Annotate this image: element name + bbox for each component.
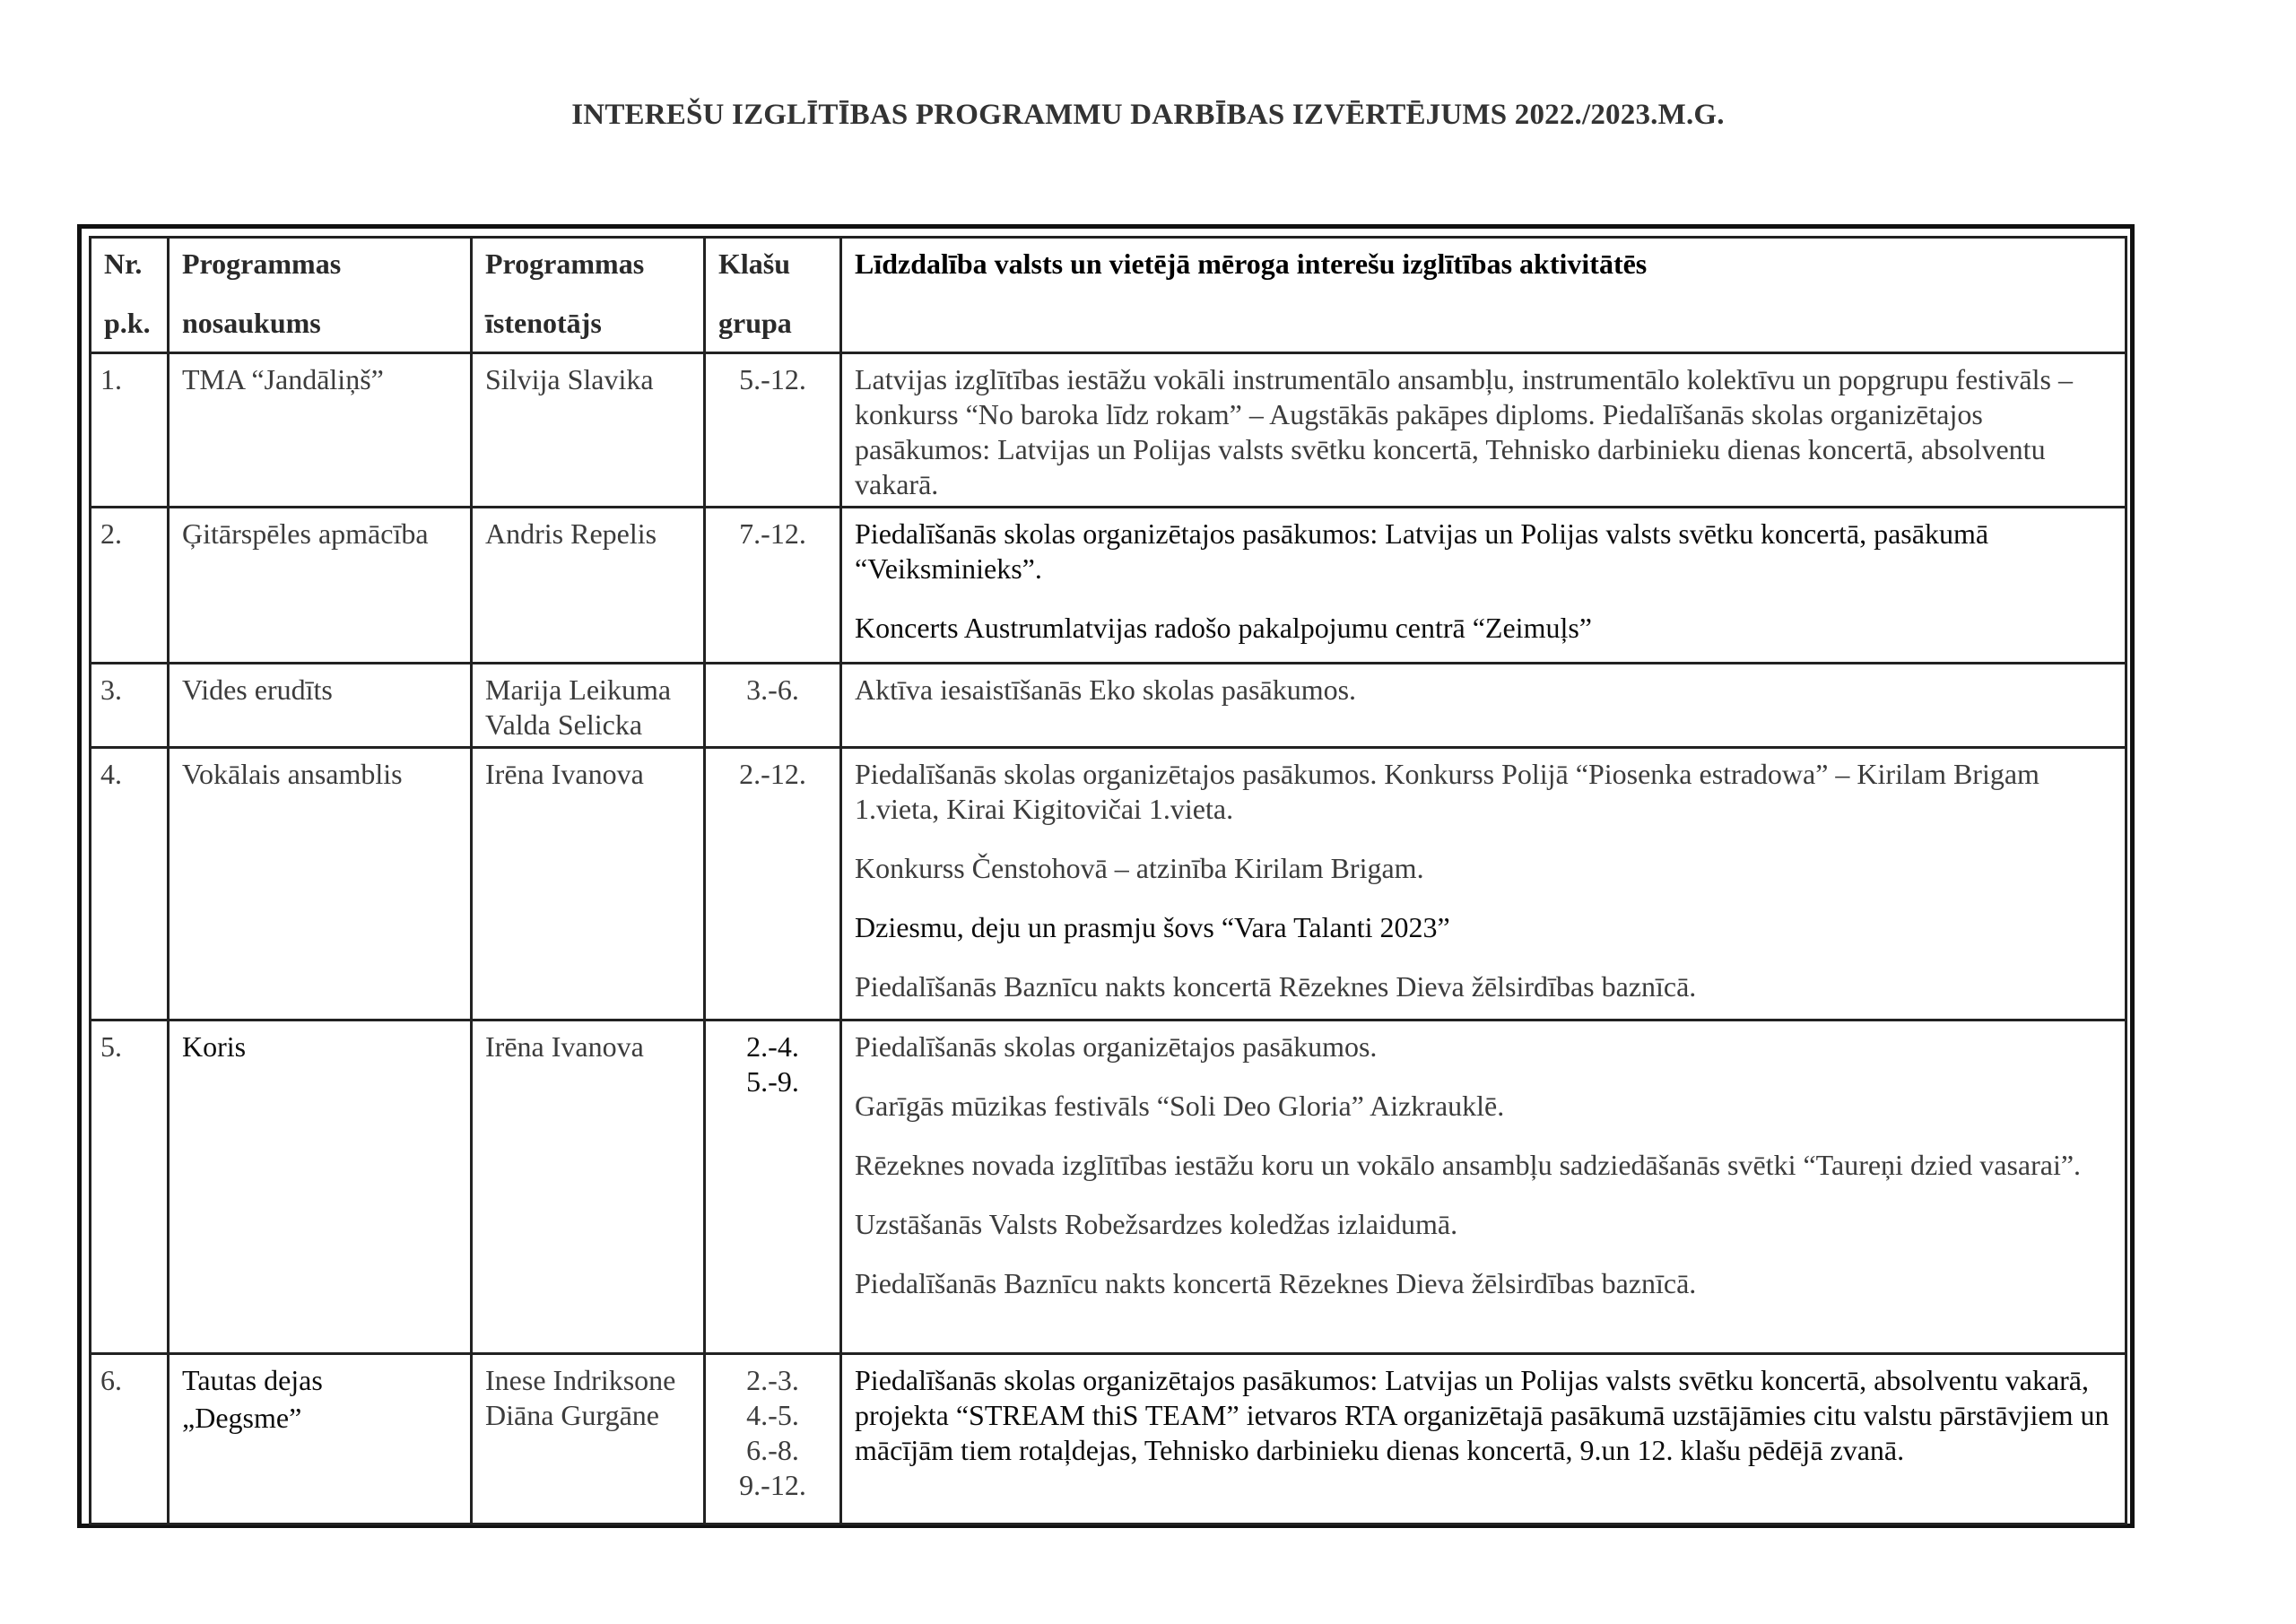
activity-text: Piedalīšanās skolas organizētajos pasākumos. — [855, 1030, 1378, 1063]
header-activities: Līdzdalība valsts un vietējā mēroga interešu izglītības aktivitātēs — [841, 238, 2126, 353]
class-group: 5.-12. — [705, 353, 841, 508]
program-name: Vides erudīts — [169, 664, 472, 748]
programs-table — [89, 236, 2127, 1525]
row-number: 3. — [91, 664, 169, 748]
activity-text: Piedalīšanās Baznīcu nakts koncertā Rēzeknes Dieva žēlsirdības baznīcā. — [855, 970, 1697, 1003]
activity-text: Garīgās mūzikas festivāls “Soli Deo Gloria” Aizkrauklē. — [855, 1090, 1505, 1122]
program-name: Vokālais ansamblis — [169, 748, 472, 1020]
activities-cell — [841, 508, 2126, 664]
class-group: 2.-3. 4.-5. 6.-8. 9.-12. — [705, 1354, 841, 1524]
activity-text: Piedalīšanās skolas organizētajos pasākumos. Konkurss Polijā “Piosenka estradowa” – Kirilam Brigam 1.vieta, Kirai Kigitovičai 1.vieta. — [855, 758, 2039, 825]
table-row — [91, 353, 2126, 508]
class-group: 2.-12. — [705, 748, 841, 1020]
activity-text: Rēzeknes novada izglītības iestāžu koru un vokālo ansambļu sadziedāšanās svētki “Taureņi dzied vasarai”. — [855, 1149, 2082, 1181]
activities-cell — [841, 353, 2126, 508]
activities-cell — [841, 664, 2126, 748]
program-teacher: Marija Leikuma Valda Selicka — [472, 664, 705, 748]
table-row — [91, 664, 2126, 748]
program-name: Tautas dejas „Degsme” — [169, 1354, 472, 1524]
activity-text: Piedalīšanās skolas organizētajos pasākumos: Latvijas un Polijas valsts svētku koncertā, pasākumā “Veiksminieks”. — [855, 517, 1989, 585]
activity-text: Dziesmu, deju un prasmju šovs “Vara Talanti 2023” — [855, 911, 1450, 943]
page-title: INTEREŠU IZGLĪTĪBAS PROGRAMMU DARBĪBAS IZVĒRTĒJUMS 2022./2023.M.G. — [571, 99, 1725, 131]
program-name: Koris — [169, 1020, 472, 1354]
row-number: 6. — [91, 1354, 169, 1524]
activities-cell — [841, 1354, 2126, 1524]
table-row — [91, 1354, 2126, 1524]
table-row — [91, 508, 2126, 664]
row-number: 4. — [91, 748, 169, 1020]
program-teacher: Inese Indriksone Diāna Gurgāne — [472, 1354, 705, 1524]
class-group: 2.-4. 5.-9. — [705, 1020, 841, 1354]
program-teacher: Andris Repelis — [472, 508, 705, 664]
activities-cell — [841, 748, 2126, 1020]
activity-text: Latvijas izglītības iestāžu vokāli instrumentālo ansambļu, instrumentālo kolektīvu un popgrupu festivāls – konkurss “No baroka līdz rokam” – Augstākās pakāpes diploms. Piedalīšanās skolas organizētajos pasākumos: Latvijas un Polijas valsts svētku koncertā, Tehnisko darbinieku dienas koncertā, absolventu vakarā. — [855, 363, 2073, 500]
header-row — [91, 238, 2126, 353]
program-name: Ģitārspēles apmācība — [169, 508, 472, 664]
header-class-group: Klašu grupa — [705, 238, 841, 353]
activity-text: Aktīva iesaistīšanās Eko skolas pasākumos. — [855, 673, 1357, 706]
table-row — [91, 1020, 2126, 1354]
class-group: 3.-6. — [705, 664, 841, 748]
program-name: TMA “Jandāliņš” — [169, 353, 472, 508]
header-program-teacher: Programmas īstenotājs — [472, 238, 705, 353]
header-nr: Nr. p.k. — [91, 238, 169, 353]
row-number: 2. — [91, 508, 169, 664]
activities-cell — [841, 1020, 2126, 1354]
header-program-name: Programmas nosaukums — [169, 238, 472, 353]
activity-text: Uzstāšanās Valsts Robežsardzes koledžas izlaidumā. — [855, 1208, 1458, 1240]
class-group: 7.-12. — [705, 508, 841, 664]
program-teacher: Irēna Ivanova — [472, 748, 705, 1020]
activity-text: Konkurss Čenstohovā – atzinība Kirilam Brigam. — [855, 852, 1424, 884]
activity-text: Piedalīšanās skolas organizētajos pasākumos: Latvijas un Polijas valsts svētku koncertā, absolventu vakarā, projekta “STREAM thiS TEAM” ietvaros RTA organizētajā pasākumā uzstājāmies citu valstu pārstāvjiem un mācījām tiem rotaļdejas, Tehnisko darbinieku dienas koncertā, 9.un 12. klašu pēdējā zvanā. — [855, 1364, 2109, 1466]
activity-text: Piedalīšanās Baznīcu nakts koncertā Rēzeknes Dieva žēlsirdības baznīcā. — [855, 1267, 1697, 1299]
row-number: 1. — [91, 353, 169, 508]
activity-text: Koncerts Austrumlatvijas radošo pakalpojumu centrā “Zeimuļs” — [855, 612, 1592, 644]
table-row — [91, 748, 2126, 1020]
program-teacher: Irēna Ivanova — [472, 1020, 705, 1354]
row-number: 5. — [91, 1020, 169, 1354]
program-teacher: Silvija Slavika — [472, 353, 705, 508]
